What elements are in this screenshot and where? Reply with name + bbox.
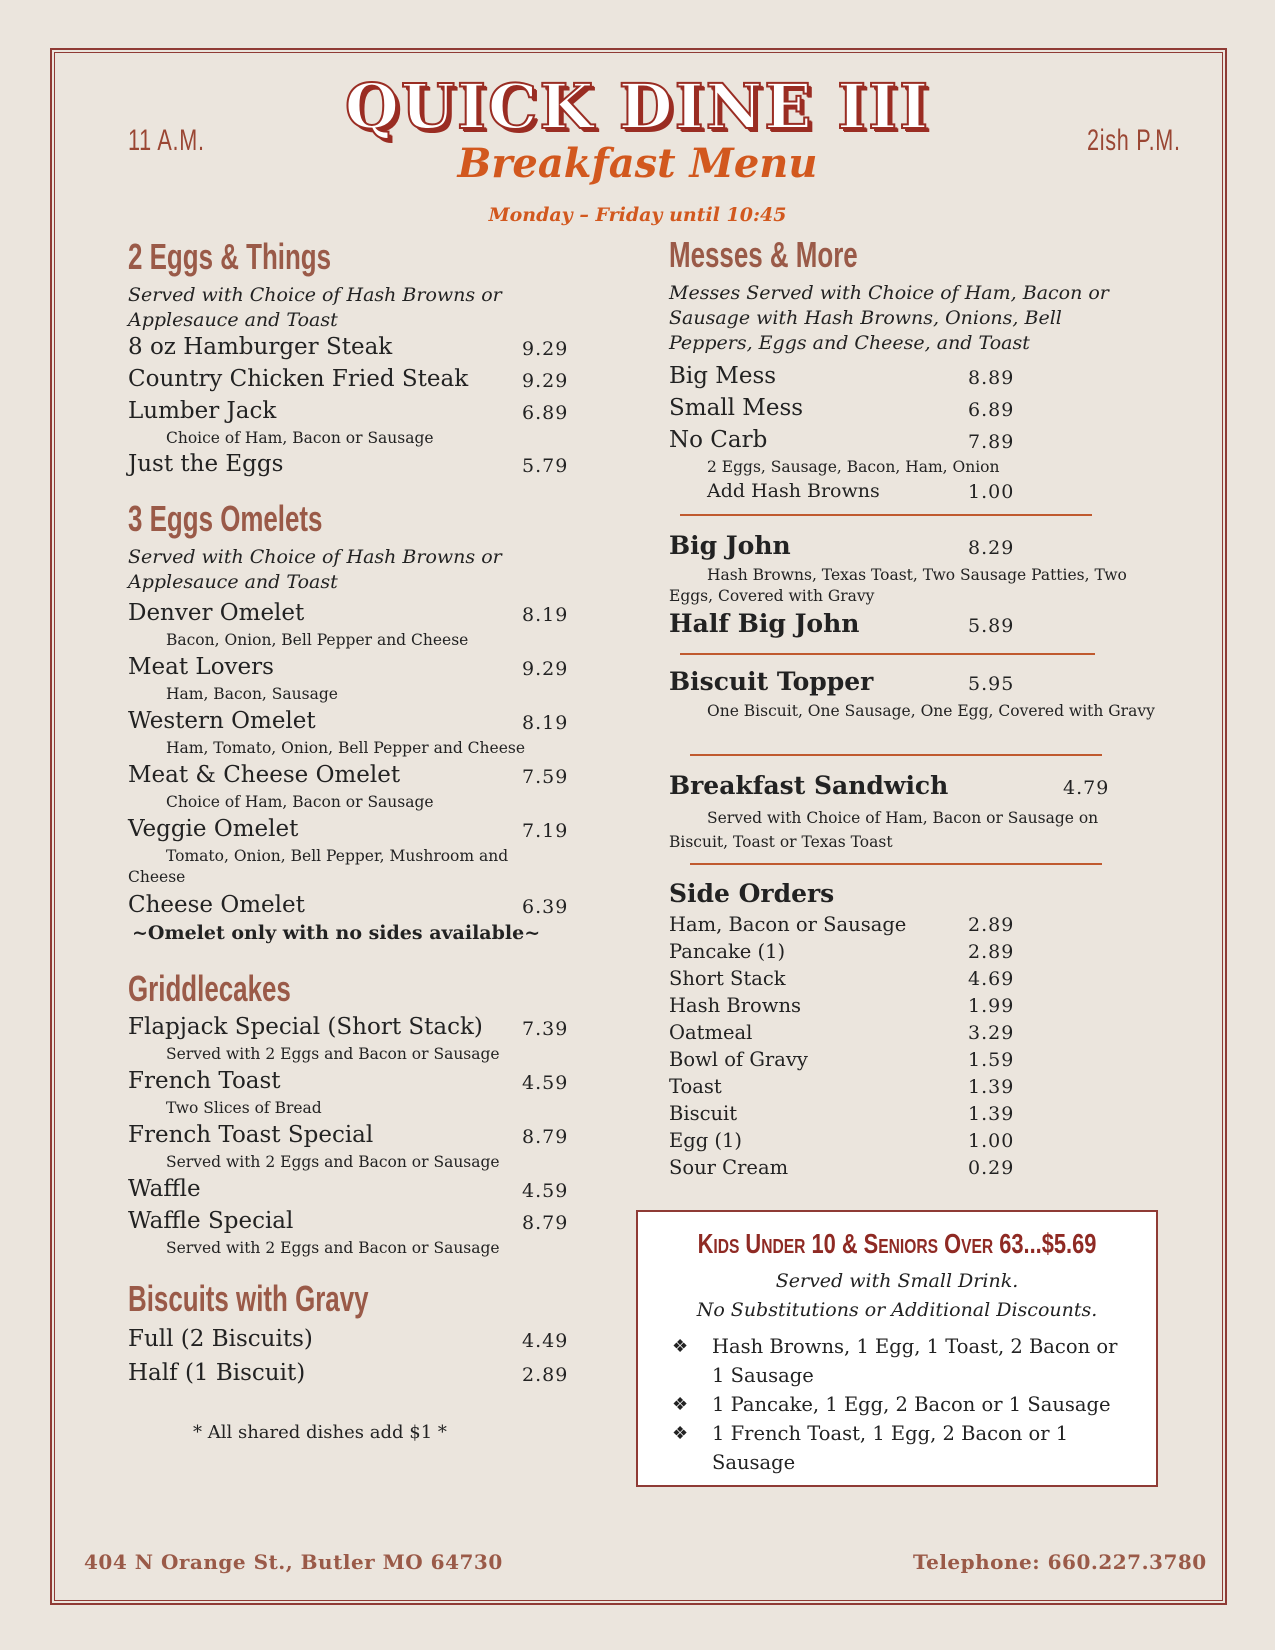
menu-item-name: Country Chicken Fried Steak xyxy=(128,366,469,392)
divider xyxy=(680,653,1095,655)
menu-item-price: 8.79 xyxy=(522,1126,569,1148)
section-title-eggs-things: 2 Eggs & Things xyxy=(128,236,332,277)
menu-item-note: Choice of Ham, Bacon or Sausage xyxy=(166,793,434,811)
menu-item-note: 2 Eggs, Sausage, Bacon, Ham, Onion xyxy=(707,458,1000,476)
menu-item-price: 6.89 xyxy=(968,399,1015,421)
menu-item-price: 8.19 xyxy=(522,604,569,626)
menu-item-name: Denver Omelet xyxy=(128,600,305,626)
footer-address: 404 N Orange St., Butler MO 64730 xyxy=(84,1550,503,1574)
section-title-biscuits: Biscuits with Gravy xyxy=(128,1278,369,1319)
divider xyxy=(690,754,1102,756)
shared-dishes-note: * All shared dishes add $1 * xyxy=(193,1422,447,1443)
menu-item-note: Tomato, Onion, Bell Pepper, Mushroom and Cheese xyxy=(128,847,509,886)
menu-item-price: 5.89 xyxy=(968,615,1015,637)
menu-item-name: No Carb xyxy=(669,427,768,453)
diamond-bullet-icon: ❖ xyxy=(672,1423,689,1444)
menu-item-price: 7.39 xyxy=(522,1018,569,1040)
section-title-messes: Messes & More xyxy=(669,234,858,275)
side-item-price: 4.69 xyxy=(968,968,1015,990)
addon-name: Add Hash Browns xyxy=(707,480,880,502)
menu-item-name: Half Big John xyxy=(669,609,860,638)
menu-item-note: Bacon, Onion, Bell Pepper and Cheese xyxy=(166,631,469,649)
menu-item-price: 8.29 xyxy=(968,537,1015,559)
side-item-name: Toast xyxy=(669,1075,722,1098)
menu-item-name: Veggie Omelet xyxy=(128,816,299,842)
menu-item-name: Cheese Omelet xyxy=(128,892,305,918)
menu-subtitle: Breakfast Menu xyxy=(457,140,818,187)
menu-item-price: 4.59 xyxy=(522,1072,569,1094)
menu-item-name: Waffle xyxy=(128,1176,201,1202)
section-desc-eggs-things: Served with Choice of Hash Browns or Applesauce and Toast xyxy=(128,284,502,331)
side-item-price: 2.89 xyxy=(968,914,1015,936)
menu-item-price: 6.89 xyxy=(522,402,569,424)
side-item-name: Biscuit xyxy=(669,1102,738,1125)
menu-item-price: 6.39 xyxy=(522,896,569,918)
kids-drink-note: Served with Small Drink. xyxy=(775,1270,1019,1292)
menu-item-price: 8.89 xyxy=(968,367,1015,389)
side-item-name: Bowl of Gravy xyxy=(669,1048,808,1071)
menu-item-name: Half (1 Biscuit) xyxy=(128,1360,306,1386)
menu-item-name: Flapjack Special (Short Stack) xyxy=(128,1014,483,1040)
side-item-name: Short Stack xyxy=(669,967,786,990)
divider xyxy=(690,863,1102,865)
menu-item-note: Hash Browns, Texas Toast, Two Sausage Patties, Two Eggs, Covered with Gravy xyxy=(669,566,1127,605)
kids-option: ❖ Hash Browns, 1 Egg, 1 Toast, 2 Bacon or 1 Sausage xyxy=(674,1332,1134,1390)
side-item-price: 1.39 xyxy=(968,1076,1015,1098)
addon-price: 1.00 xyxy=(968,481,1015,503)
kids-seniors-box xyxy=(636,1210,1158,1487)
menu-item-price: 5.79 xyxy=(522,455,569,477)
divider xyxy=(680,514,1092,516)
menu-item-price: 8.79 xyxy=(522,1212,569,1234)
diamond-bullet-icon: ❖ xyxy=(672,1394,689,1415)
side-item-price: 3.29 xyxy=(968,1022,1015,1044)
menu-item-name: Meat Lovers xyxy=(128,654,274,680)
side-item-name: Oatmeal xyxy=(669,1021,753,1044)
section-desc-messes: Messes Served with Choice of Ham, Bacon or Sausage with Hash Browns, Onions, Bell Peppers, Eggs and Cheese, and Toast xyxy=(669,282,1109,354)
menu-item-price: 8.19 xyxy=(522,712,569,734)
section-title-griddlecakes: Griddlecakes xyxy=(128,968,291,1009)
side-item-name: Hash Browns xyxy=(669,994,802,1017)
kids-seniors-title: Kids Under 10 & Seniors Over 63...$5.69 xyxy=(697,1228,1097,1259)
menu-item-price: 7.89 xyxy=(968,431,1015,453)
menu-item-name: Breakfast Sandwich xyxy=(669,771,949,800)
menu-item-price: 5.95 xyxy=(968,673,1015,695)
section-desc-omelets: Served with Choice of Hash Browns or Applesauce and Toast xyxy=(128,546,502,593)
menu-item-name: Waffle Special xyxy=(128,1208,294,1234)
menu-item-name: Big Mess xyxy=(669,363,777,389)
menu-item-name: Lumber Jack xyxy=(128,398,277,424)
menu-item-price: 4.49 xyxy=(522,1330,569,1352)
closing-hours: 2ish P.M. xyxy=(1087,124,1181,157)
menu-item-price: 9.29 xyxy=(522,338,569,360)
menu-item-name: Full (2 Biscuits) xyxy=(128,1326,313,1352)
section-title-sides: Side Orders xyxy=(669,879,835,908)
menu-item-note: Two Slices of Bread xyxy=(166,1099,322,1117)
menu-item-name: 8 oz Hamburger Steak xyxy=(128,334,393,360)
section-title-omelets: 3 Eggs Omelets xyxy=(128,498,323,539)
menu-item-note: Ham, Tomato, Onion, Bell Pepper and Cheese xyxy=(166,739,525,757)
side-item-price: 1.39 xyxy=(968,1103,1015,1125)
kids-discount-note: No Substitutions or Additional Discounts. xyxy=(696,1299,1098,1321)
menu-item-price: 2.89 xyxy=(522,1364,569,1386)
menu-item-name: French Toast xyxy=(128,1068,281,1094)
menu-item-name: Big John xyxy=(669,531,791,560)
kids-option: ❖ 1 French Toast, 1 Egg, 2 Bacon or 1 Sausage xyxy=(674,1419,1134,1477)
side-item-price: 1.59 xyxy=(968,1049,1015,1071)
side-item-price: 1.00 xyxy=(968,1130,1015,1152)
menu-item-note: Served with 2 Eggs and Bacon or Sausage xyxy=(166,1153,500,1171)
menu-item-price: 7.59 xyxy=(522,766,569,788)
menu-item-price: 9.29 xyxy=(522,658,569,680)
menu-item-price: 4.79 xyxy=(1063,777,1110,799)
menu-item-price: 9.29 xyxy=(522,370,569,392)
side-item-name: Sour Cream xyxy=(669,1156,789,1179)
omelet-footnote: ~Omelet only with no sides available~ xyxy=(132,922,541,944)
restaurant-title: QUICK DINE III xyxy=(344,70,931,143)
side-item-name: Ham, Bacon or Sausage xyxy=(669,913,907,936)
menu-item-name: French Toast Special xyxy=(128,1122,374,1148)
menu-item-price: 4.59 xyxy=(522,1180,569,1202)
side-item-price: 2.89 xyxy=(968,941,1015,963)
menu-item-name: Just the Eggs xyxy=(128,451,284,477)
menu-item-note: Ham, Bacon, Sausage xyxy=(166,685,338,703)
menu-item-name: Western Omelet xyxy=(128,708,316,734)
menu-item-note: Served with Choice of Ham, Bacon or Sausage on Biscuit, Toast or Texas Toast xyxy=(669,809,1099,851)
opening-hours: 11 A.M. xyxy=(128,124,205,157)
side-item-name: Pancake (1) xyxy=(669,940,786,963)
menu-item-price: 7.19 xyxy=(522,820,569,842)
menu-item-note: Served with 2 Eggs and Bacon or Sausage xyxy=(166,1239,500,1257)
availability-note: Monday – Friday until 10:45 xyxy=(488,204,787,226)
menu-item-name: Small Mess xyxy=(669,395,804,421)
menu-item-name: Biscuit Topper xyxy=(669,667,874,696)
menu-item-note: Choice of Ham, Bacon or Sausage xyxy=(166,429,434,447)
kids-option: ❖ 1 Pancake, 1 Egg, 2 Bacon or 1 Sausage xyxy=(674,1390,1134,1419)
side-item-price: 1.99 xyxy=(968,995,1015,1017)
menu-item-note: One Biscuit, One Sausage, One Egg, Covered with Gravy xyxy=(707,702,1155,720)
diamond-bullet-icon: ❖ xyxy=(672,1336,689,1357)
footer-phone: Telephone: 660.227.3780 xyxy=(913,1550,1207,1574)
side-item-name: Egg (1) xyxy=(669,1129,743,1152)
menu-item-note: Served with 2 Eggs and Bacon or Sausage xyxy=(166,1045,500,1063)
side-item-price: 0.29 xyxy=(968,1157,1015,1179)
menu-item-name: Meat & Cheese Omelet xyxy=(128,762,401,788)
